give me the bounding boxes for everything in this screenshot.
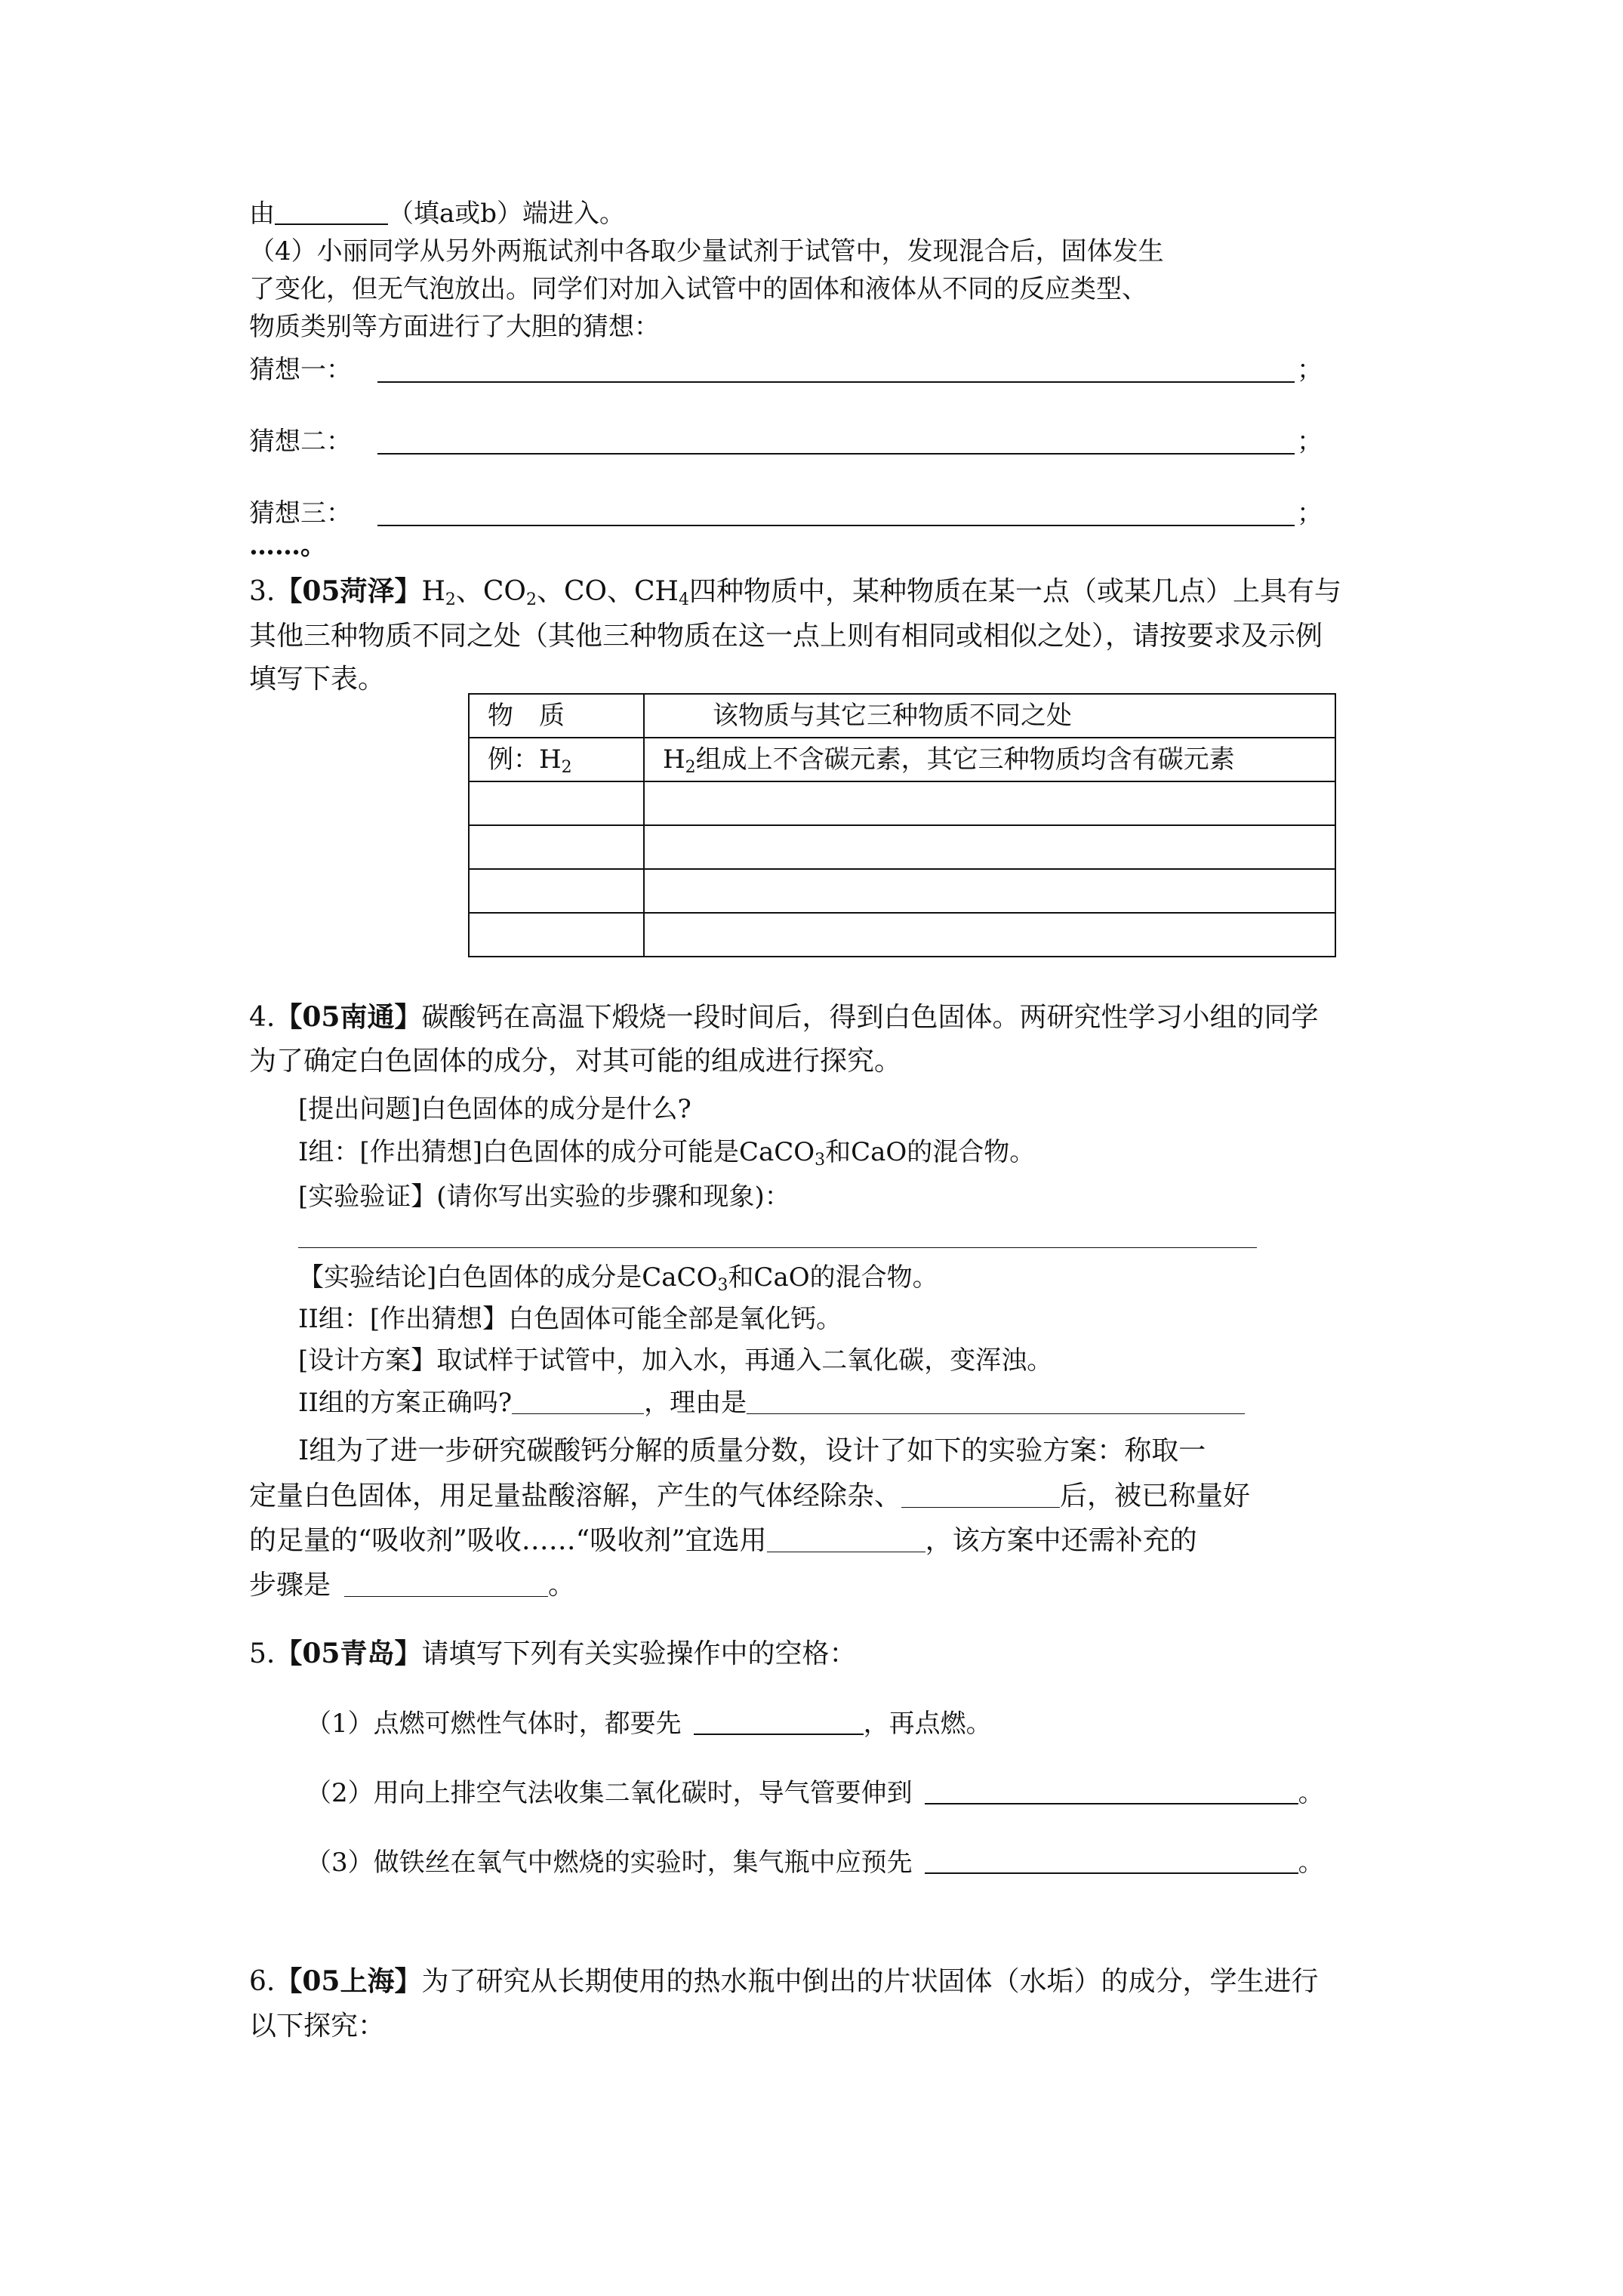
table-row xyxy=(469,825,1335,869)
sub-2: 2 xyxy=(525,590,537,609)
q4-plan-line4 xyxy=(249,1570,575,1601)
guess-three-blank[interactable] xyxy=(377,525,1295,526)
q3-line3: 填写下表。 xyxy=(249,664,386,695)
q5-item3 xyxy=(306,1848,1324,1878)
guess-three-label: 猜想三： xyxy=(249,498,352,529)
q4-plan-line3 xyxy=(249,1526,1197,1556)
answer-blank-ignite[interactable] xyxy=(694,1711,864,1735)
table-cell-input[interactable] xyxy=(469,781,644,825)
q4-plan-line2-pre: 定量白色固体，用足量盐酸溶解，产生的气体经除杂、 xyxy=(249,1481,902,1512)
q6-source-tag: 【05上海】 xyxy=(275,1965,422,1997)
chem-h: H xyxy=(663,744,685,775)
q2-p4-line2: 了变化，但无气泡放出。同学们对加入试管中的固体和液体从不同的反应类型、 xyxy=(249,274,1147,304)
q4-group1-guess-post: 和CaO的混合物。 xyxy=(825,1137,1036,1167)
q2-p4-line1: （4）小丽同学从另外两瓶试剂中各取少量试剂于试管中，发现混合后，固体发生 xyxy=(249,236,1164,267)
table-row xyxy=(469,913,1335,957)
guess-one-label: 猜想一： xyxy=(249,355,352,385)
table-cell-input[interactable] xyxy=(644,913,1335,957)
q4-plan-line4-post: 。 xyxy=(548,1570,576,1601)
q5-item2-post: 。 xyxy=(1298,1778,1324,1808)
sub-2: 2 xyxy=(445,590,456,609)
q4-plan-line3-pre: 的足量的“吸收剂”吸收……“吸收剂”宜选用 xyxy=(249,1525,767,1556)
q6-line2: 以下探究： xyxy=(249,2011,386,2042)
q4-group1-guess xyxy=(298,1137,1036,1170)
q4-conclusion xyxy=(298,1262,938,1293)
sub-3: 3 xyxy=(815,1151,826,1170)
q4-group2-guess: II组：[作出猜想】白色固体可能全部是氧化钙。 xyxy=(298,1304,842,1334)
q3-text-c: 、CO xyxy=(455,576,526,607)
q5-item3-post: 。 xyxy=(1298,1848,1324,1878)
q4-conclusion-post: 和CaO的混合物。 xyxy=(728,1262,938,1293)
answer-blank-tube[interactable] xyxy=(925,1780,1298,1804)
q4-line1-text: 碳酸钙在高温下煅烧一段时间后，得到白色固体。两研究性学习小组的同学 xyxy=(421,1002,1319,1033)
answer-blank-step[interactable] xyxy=(344,1573,548,1597)
table-header-row xyxy=(469,694,1335,738)
answer-blank-absorbent[interactable] xyxy=(767,1529,925,1552)
table-cell-input[interactable] xyxy=(469,869,644,913)
verify-answer-blank[interactable] xyxy=(298,1247,1257,1248)
q4-plan-line3-post: ，该方案中还需补充的 xyxy=(925,1525,1197,1556)
table-row xyxy=(469,781,1335,825)
q4-plan-line2-post: 后，被已称量好 xyxy=(1060,1481,1251,1512)
q4-conclusion-pre: 【实验结论]白色固体的成分是CaCO xyxy=(298,1262,718,1293)
table-cell-input[interactable] xyxy=(469,825,644,869)
q4-plan-line4-pre: 步骤是 xyxy=(249,1570,331,1601)
q4-group2-question-mid: ，理由是 xyxy=(644,1388,747,1418)
table-header-difference: 该物质与其它三种物质不同之处 xyxy=(644,694,1335,738)
q3-line2: 其他三种物质不同之处（其他三种物质在这一点上则有相同或相似之处），请按要求及示例 xyxy=(249,621,1323,652)
table-row-example xyxy=(469,738,1335,781)
q6-line1 xyxy=(249,1966,1318,1997)
q2-line1-pre: 由 xyxy=(249,199,275,229)
q3-line1 xyxy=(249,576,1341,607)
q4-verify: [实验验证】(请你写出实验的步骤和现象)： xyxy=(298,1182,790,1212)
table-header-substance: 物 质 xyxy=(469,694,644,738)
table-row xyxy=(469,869,1335,913)
guess-three-semicolon: ； xyxy=(1297,498,1323,529)
q4-line1 xyxy=(249,1002,1318,1033)
q4-group2-question xyxy=(298,1388,1245,1418)
q4-group2-question-pre: II组的方案正确吗? xyxy=(298,1388,513,1418)
answer-blank-reason[interactable] xyxy=(747,1391,1245,1414)
q2-line1-post: （填a或b）端进入。 xyxy=(388,199,626,229)
table-cell-input[interactable] xyxy=(469,913,644,957)
q4-line2: 为了确定白色固体的成分，对其可能的组成进行探究。 xyxy=(249,1046,902,1077)
q4-number: 4. xyxy=(249,1002,276,1033)
sub-2: 2 xyxy=(561,758,572,777)
q3-number: 3. xyxy=(249,576,276,607)
answer-blank-process[interactable] xyxy=(901,1484,1060,1508)
chem-h: H xyxy=(421,576,445,607)
example-difference-text: 组成上不含碳元素，其它三种物质均含有碳元素 xyxy=(695,744,1235,775)
q5-item1-post: ，再点燃。 xyxy=(863,1709,992,1739)
q5-item2 xyxy=(306,1778,1324,1808)
guess-one-blank[interactable] xyxy=(377,381,1295,383)
q2-line1 xyxy=(249,199,625,229)
answer-blank-bottle[interactable] xyxy=(925,1850,1298,1874)
q4-design: [设计方案】取试样于试管中，加入水，再通入二氧化碳，变浑浊。 xyxy=(298,1345,1053,1376)
q2-p4-line3: 物质类别等方面进行了大胆的猜想： xyxy=(249,312,660,342)
q4-question: [提出问题]白色固体的成分是什么? xyxy=(298,1094,691,1124)
q5-item1 xyxy=(306,1709,992,1739)
table-cell-example-difference xyxy=(644,738,1335,781)
sub-3: 3 xyxy=(717,1276,728,1295)
q3-source-tag: 【05菏泽】 xyxy=(275,575,422,607)
example-label: 例：H xyxy=(488,744,562,775)
guess-two-label: 猜想二： xyxy=(249,427,352,457)
q4-group1-guess-pre: I组：[作出猜想]白色固体的成分可能是CaCO xyxy=(298,1137,815,1167)
comparison-table xyxy=(468,693,1336,957)
q4-plan-line2 xyxy=(249,1481,1250,1512)
q6-line1-text: 为了研究从长期使用的热水瓶中倒出的片状固体（水垢）的成分，学生进行 xyxy=(421,1966,1319,1997)
sub-4: 4 xyxy=(678,590,689,609)
sub-2: 2 xyxy=(685,758,696,777)
q5-item2-pre: （2）用向上排空气法收集二氧化碳时，导气管要伸到 xyxy=(306,1778,913,1808)
guess-two-blank[interactable] xyxy=(377,453,1295,455)
q5-item3-pre: （3）做铁丝在氧气中燃烧的实验时，集气瓶中应预先 xyxy=(306,1848,913,1878)
guess-two-semicolon: ； xyxy=(1297,427,1323,457)
guess-one-semicolon: ； xyxy=(1297,355,1323,385)
q3-text-g: 四种物质中，某种物质在某一点（或某几点）上具有与 xyxy=(688,576,1341,607)
q5-line1 xyxy=(249,1638,856,1669)
q5-intro: 请填写下列有关实验操作中的空格： xyxy=(421,1638,857,1669)
q4-source-tag: 【05南通】 xyxy=(275,1001,422,1033)
q6-number: 6. xyxy=(249,1966,276,1997)
answer-blank-correct[interactable] xyxy=(512,1391,644,1414)
q5-item1-pre: （1）点燃可燃性气体时，都要先 xyxy=(306,1709,682,1739)
guess-ellipsis: ……。 xyxy=(249,531,326,561)
table-cell-input[interactable] xyxy=(644,781,1335,825)
q3-text-e: 、CO、CH xyxy=(536,576,679,607)
q5-number: 5. xyxy=(249,1638,276,1669)
q5-source-tag: 【05青岛】 xyxy=(275,1638,422,1669)
answer-blank-a-or-b[interactable] xyxy=(275,201,388,225)
q4-plan-line1: I组为了进一步研究碳酸钙分解的质量分数，设计了如下的实验方案：称取一 xyxy=(298,1435,1206,1466)
table-cell-input[interactable] xyxy=(644,825,1335,869)
table-cell-input[interactable] xyxy=(644,869,1335,913)
table-cell-example-substance xyxy=(469,738,644,781)
